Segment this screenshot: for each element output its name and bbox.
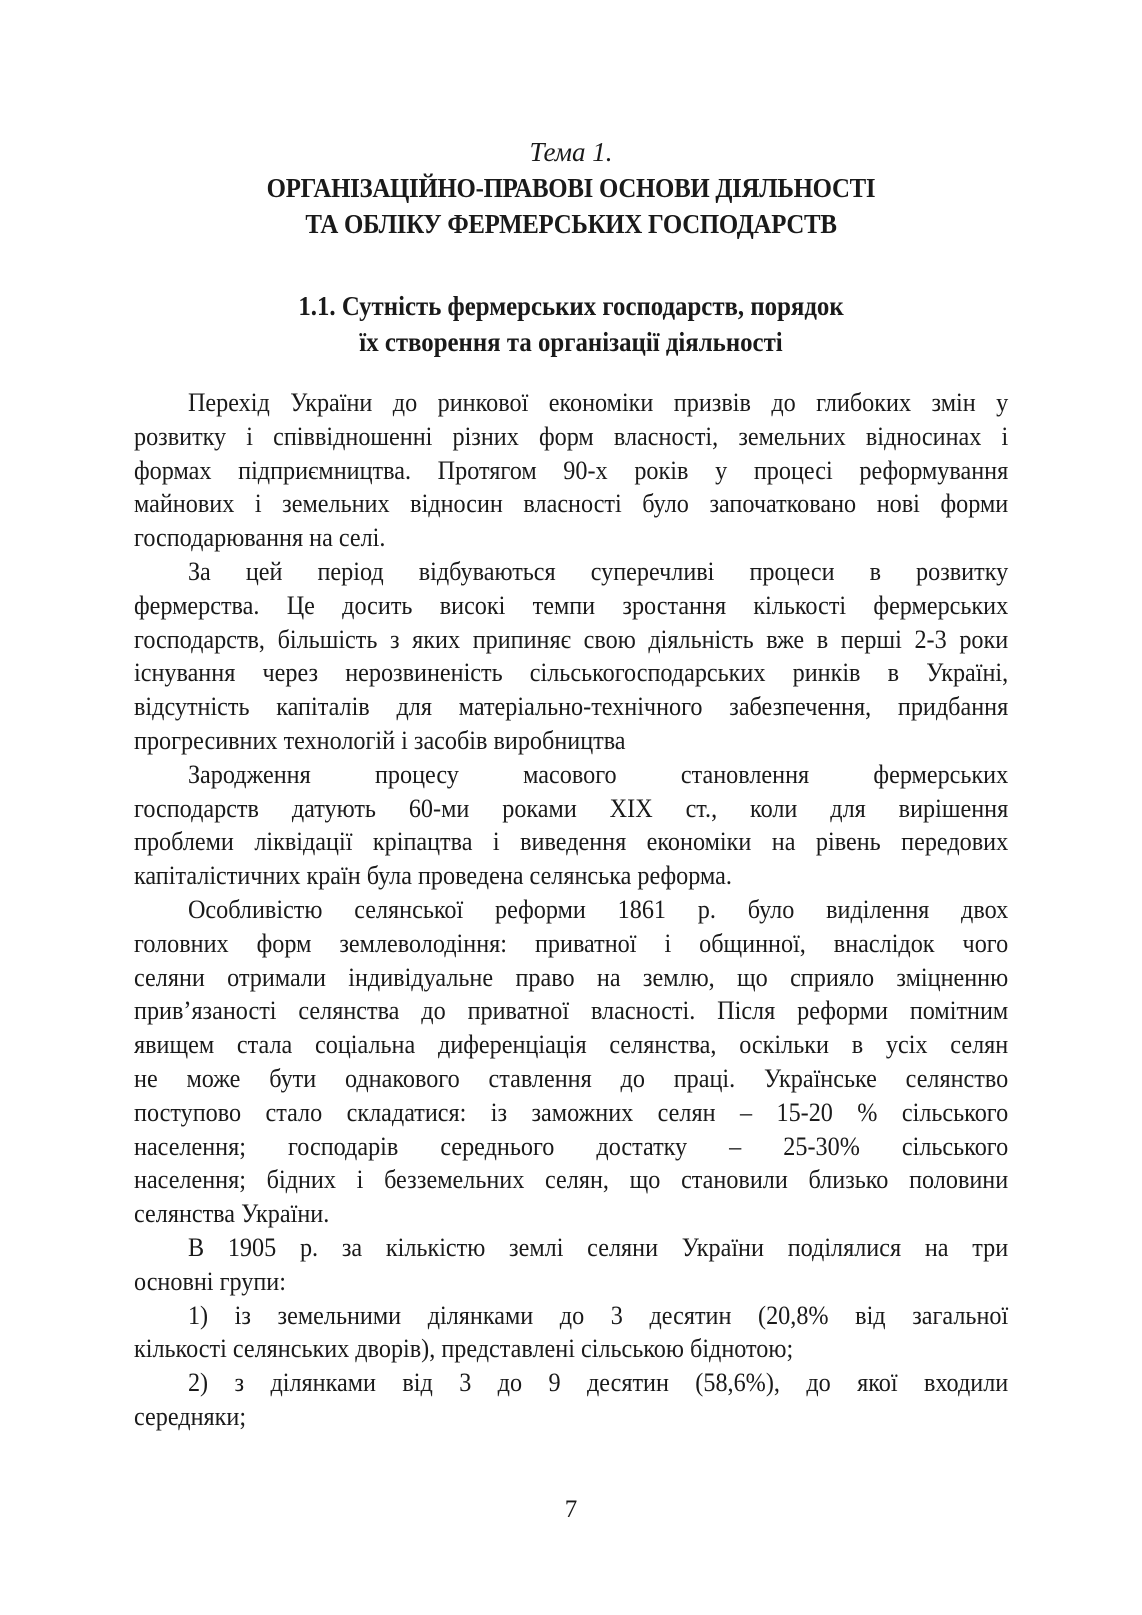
text-line: господарств датують 60-ми роками XIX ст., коли для вирішення — [134, 793, 1009, 823]
text-line: 1) із земельними ділянками до 3 десятин (20,8% від загальної — [187, 1300, 1009, 1330]
text-line: населення; бідних і безземельних селян, що становили близько половини — [134, 1165, 1009, 1195]
chapter-title-line: ТА ОБЛІКУ ФЕРМЕРСЬКИХ ГОСПОДАРСТВ — [305, 209, 837, 239]
text-line: капіталістичних країн була проведена селянська реформа. — [134, 861, 732, 891]
text-line: поступово стало складатися: із заможних селян – 15-20 % сільського — [134, 1097, 1009, 1127]
text-line: явищем стала соціальна диференціація селянства, оскільки в усіх селян — [134, 1030, 1009, 1060]
text-line: селяни отримали індивідуальне право на землю, що сприяло зміцненню — [134, 962, 1009, 992]
text-line: Зародження процесу масового становлення фермерських — [187, 759, 1009, 789]
text-line: населення; господарів середнього достатку – 25-30% сільського — [134, 1131, 1009, 1161]
list-item — [134, 1299, 1009, 1367]
paragraph — [134, 386, 1009, 555]
text-line: середняки; — [134, 1401, 247, 1431]
text-line: основні групи: — [134, 1266, 286, 1296]
topic-label: Тема 1. — [529, 137, 613, 167]
text-line: господарств, більшість з яких припиняє свою діяльність вже в перші 2-3 роки — [134, 624, 1009, 654]
paragraph — [134, 758, 1009, 893]
paragraph — [134, 555, 1009, 758]
paragraph — [134, 893, 1009, 1231]
text-line: розвитку і співвідношенні різних форм власності, земельних відносинах і — [134, 421, 1009, 451]
section-title-line: їх створення та організації діяльності — [359, 327, 783, 357]
text-line: головних форм землеволодіння: приватної і общинної, внаслідок чого — [134, 928, 1009, 958]
text-line: Перехід України до ринкової економіки призвів до глибоких змін у — [187, 388, 1009, 417]
text-line: 2) з ділянками від 3 до 9 десятин (58,6%), до якої входили — [187, 1368, 1009, 1398]
text-line: проблеми ліквідації кріпацтва і виведення економіки на рівень передових — [134, 827, 1009, 857]
text-line: фермерства. Це досить високі темпи зростання кількості фермерських — [134, 590, 1009, 620]
page-number: 7 — [564, 1496, 578, 1523]
text-line: майнових і земельних відносин власності було започатковано нові форми — [134, 489, 1009, 519]
text-line: відсутність капіталів для матеріально-технічного забезпечення, придбання — [134, 692, 1009, 722]
text-line: Особливістю селянської реформи 1861 р. було виділення двох — [187, 894, 1009, 924]
text-line: не може бути однакового ставлення до праці. Українське селянство — [134, 1063, 1009, 1093]
chapter-title-line: ОРГАНІЗАЦІЙНО-ПРАВОВІ ОСНОВИ ДІЯЛЬНОСТІ — [266, 173, 876, 203]
section-title-line: 1.1. Сутність фермерських господарств, порядок — [298, 291, 844, 321]
list-item — [134, 1366, 1009, 1434]
text-line: прогресивних технологій і засобів виробництва — [134, 725, 626, 755]
text-line: кількості селянських дворів), представлені сільською біднотою; — [134, 1334, 794, 1364]
text-line: В 1905 р. за кількістю землі селяни України поділялися на три — [187, 1232, 1009, 1262]
text-line: формах підприємництва. Протягом 90-х років у процесі реформування — [134, 455, 1009, 485]
text-line: селянства України. — [134, 1199, 330, 1229]
text-line: господарювання на селі. — [134, 523, 386, 553]
text-line: прив’язаності селянства до приватної власності. Після реформи помітним — [134, 996, 1009, 1026]
text-line: існування через нерозвиненість сільськогосподарських ринків в Україні, — [134, 658, 1009, 688]
body-text — [134, 386, 1009, 1434]
section-title — [46, 288, 1097, 360]
paragraph — [134, 1231, 1009, 1299]
text-line: За цей період відбуваються суперечливі процеси в розвитку — [187, 556, 1009, 586]
chapter-title — [46, 170, 1097, 242]
